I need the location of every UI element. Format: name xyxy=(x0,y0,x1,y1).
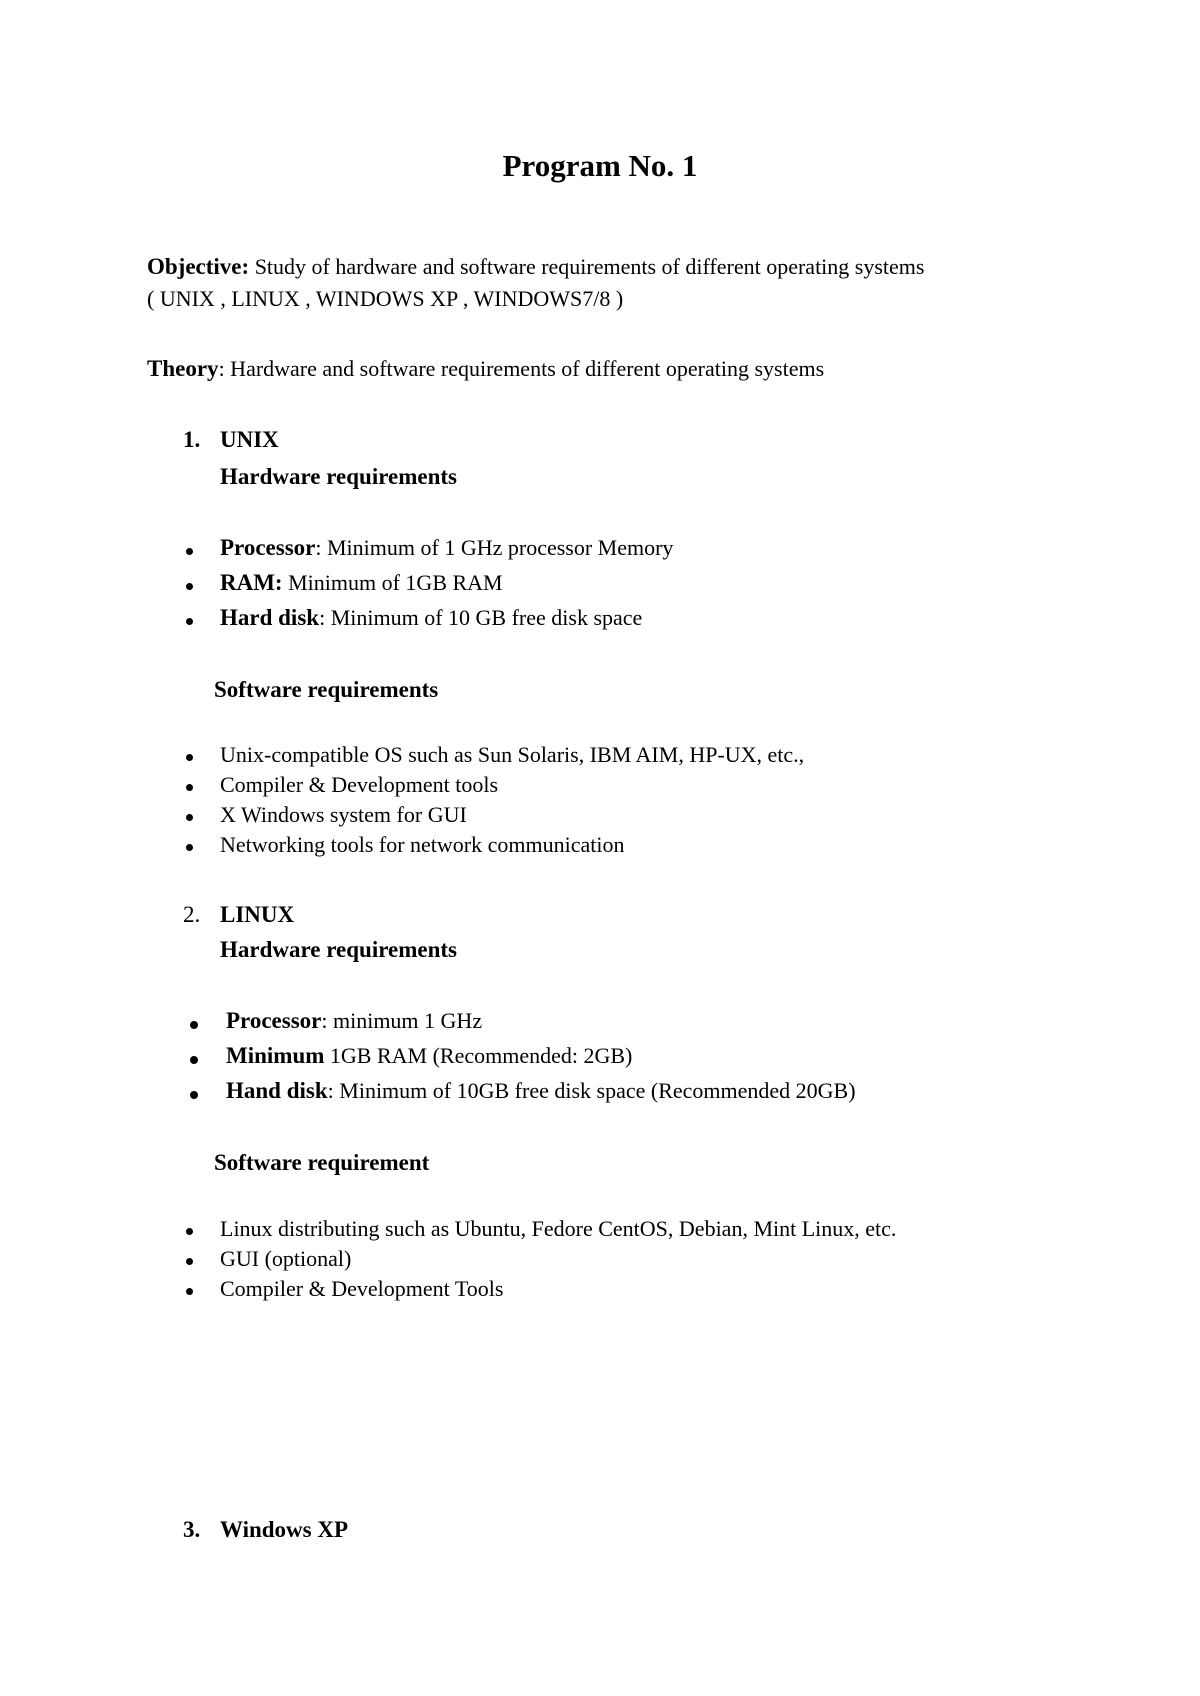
list-item: RAM: Minimum of 1GB RAM xyxy=(220,570,503,595)
hardware-heading: Hardware requirements xyxy=(220,937,457,962)
software-heading: Software requirement xyxy=(214,1150,430,1175)
bullet-icon xyxy=(186,754,193,761)
list-item: Compiler & Development tools xyxy=(220,772,499,797)
page-title: Program No. 1 xyxy=(502,148,698,183)
objective-label: Objective: xyxy=(147,254,250,279)
theory-text: : Hardware and software requirements of different operating systems xyxy=(218,356,825,381)
list-item: GUI (optional) xyxy=(220,1246,352,1271)
bullet-icon xyxy=(186,548,193,555)
bullet-icon xyxy=(186,618,193,625)
list-item: Processor: minimum 1 GHz xyxy=(226,1008,483,1033)
list-item: Unix-compatible OS such as Sun Solaris, IBM AIM, HP-UX, etc., xyxy=(220,742,805,767)
section-number: 2. xyxy=(183,902,201,927)
objective-paragraph xyxy=(147,254,924,280)
list-item: Compiler & Development Tools xyxy=(220,1276,504,1301)
bullet-icon xyxy=(186,583,193,590)
list-item: Processor: Minimum of 1 GHz processor Memory xyxy=(220,535,674,560)
section-number: 1. xyxy=(183,427,201,452)
bullet-icon xyxy=(190,1021,198,1029)
software-heading: Software requirements xyxy=(214,677,439,702)
theory-label: Theory xyxy=(147,356,219,381)
list-item: Minimum 1GB RAM (Recommended: 2GB) xyxy=(226,1043,633,1068)
section-title-windows-xp: Windows XP xyxy=(220,1517,349,1542)
bullet-icon xyxy=(186,1258,193,1265)
list-item: Hard disk: Minimum of 10 GB free disk space xyxy=(220,605,643,630)
theory-paragraph xyxy=(147,356,824,382)
hardware-heading: Hardware requirements xyxy=(220,464,457,489)
bullet-icon xyxy=(186,784,193,791)
list-item: Networking tools for network communication xyxy=(220,832,625,857)
objective-text: Study of hardware and software requirements of different operating systems xyxy=(249,254,925,279)
section-number: 3. xyxy=(183,1517,201,1542)
bullet-icon xyxy=(190,1056,198,1064)
section-title-unix: UNIX xyxy=(220,427,279,452)
bullet-icon xyxy=(190,1091,198,1099)
list-item: Hand disk: Minimum of 10GB free disk space (Recommended 20GB) xyxy=(226,1078,856,1103)
list-item: Linux distributing such as Ubuntu, Fedore CentOS, Debian, Mint Linux, etc. xyxy=(220,1216,897,1241)
bullet-icon xyxy=(186,844,193,851)
bullet-icon xyxy=(186,814,193,821)
bullet-icon xyxy=(186,1288,193,1295)
bullet-icon xyxy=(186,1228,193,1235)
section-title-linux: LINUX xyxy=(220,902,295,927)
objective-os-list: ( UNIX , LINUX , WINDOWS XP , WINDOWS7/8 ) xyxy=(147,286,624,311)
list-item: X Windows system for GUI xyxy=(220,802,467,827)
